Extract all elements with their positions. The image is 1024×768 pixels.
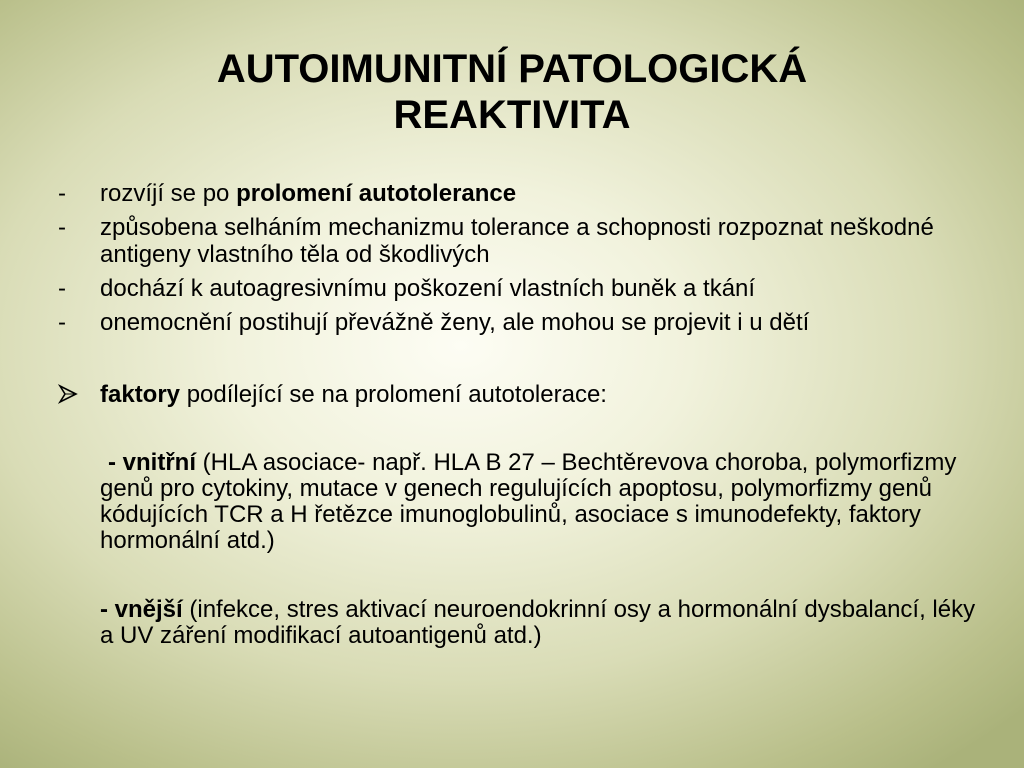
- title-line-1: AUTOIMUNITNÍ PATOLOGICKÁ: [216, 47, 808, 91]
- list-item-bold: prolomení autotolerance: [236, 180, 517, 207]
- dash-bullet-list: [58, 180, 978, 343]
- dash-marker: -: [58, 275, 66, 302]
- internal-factors-paragraph: [100, 450, 980, 554]
- slide-title: [0, 46, 1024, 138]
- dash-marker: -: [58, 180, 66, 207]
- list-item: [58, 309, 978, 336]
- dash-marker: -: [58, 214, 66, 241]
- list-item-text: rozvíjí se po: [100, 180, 237, 207]
- list-item-text: dochází k autoagresivnímu poškození vlastních buněk a tkání: [100, 275, 756, 302]
- list-item-text: onemocnění postihují převážně ženy, ale mohou se projevit i u dětí: [100, 309, 810, 336]
- external-factors-paragraph: [100, 597, 980, 649]
- internal-label: - vnitřní: [108, 449, 196, 476]
- factors-heading: [58, 381, 978, 408]
- list-item: [58, 214, 978, 268]
- external-text: (infekce, stres aktivací neuroendokrinní osy a hormonální dysbalancí, léky a UV záření modifikací autoantigenů atd.): [100, 596, 976, 649]
- arrow-bullet-icon: [58, 384, 78, 404]
- list-item-text: způsobena selháním mechanizmu tolerance a schopnosti rozpoznat neškodné antigeny vlastního těla od škodlivých: [100, 214, 934, 268]
- internal-text: (HLA asociace- např. HLA B 27 – Bechtěrevova choroba, polymorfizmy genů pro cytokiny, mutace v genech regulujících apoptosu, polymorfizmy genů kódujících TCR a H řetězce imunoglobulinů, asociace s imunodefekty, faktory hormonální atd.): [100, 449, 957, 554]
- dash-marker: -: [58, 309, 66, 336]
- external-label: - vnější: [100, 596, 183, 623]
- factors-text: podílející se na prolomení autotolerace:: [180, 381, 607, 408]
- factors-label: faktory: [100, 381, 181, 408]
- list-item: [58, 180, 978, 207]
- list-item: [58, 275, 978, 302]
- title-line-2: REAKTIVITA: [393, 93, 631, 137]
